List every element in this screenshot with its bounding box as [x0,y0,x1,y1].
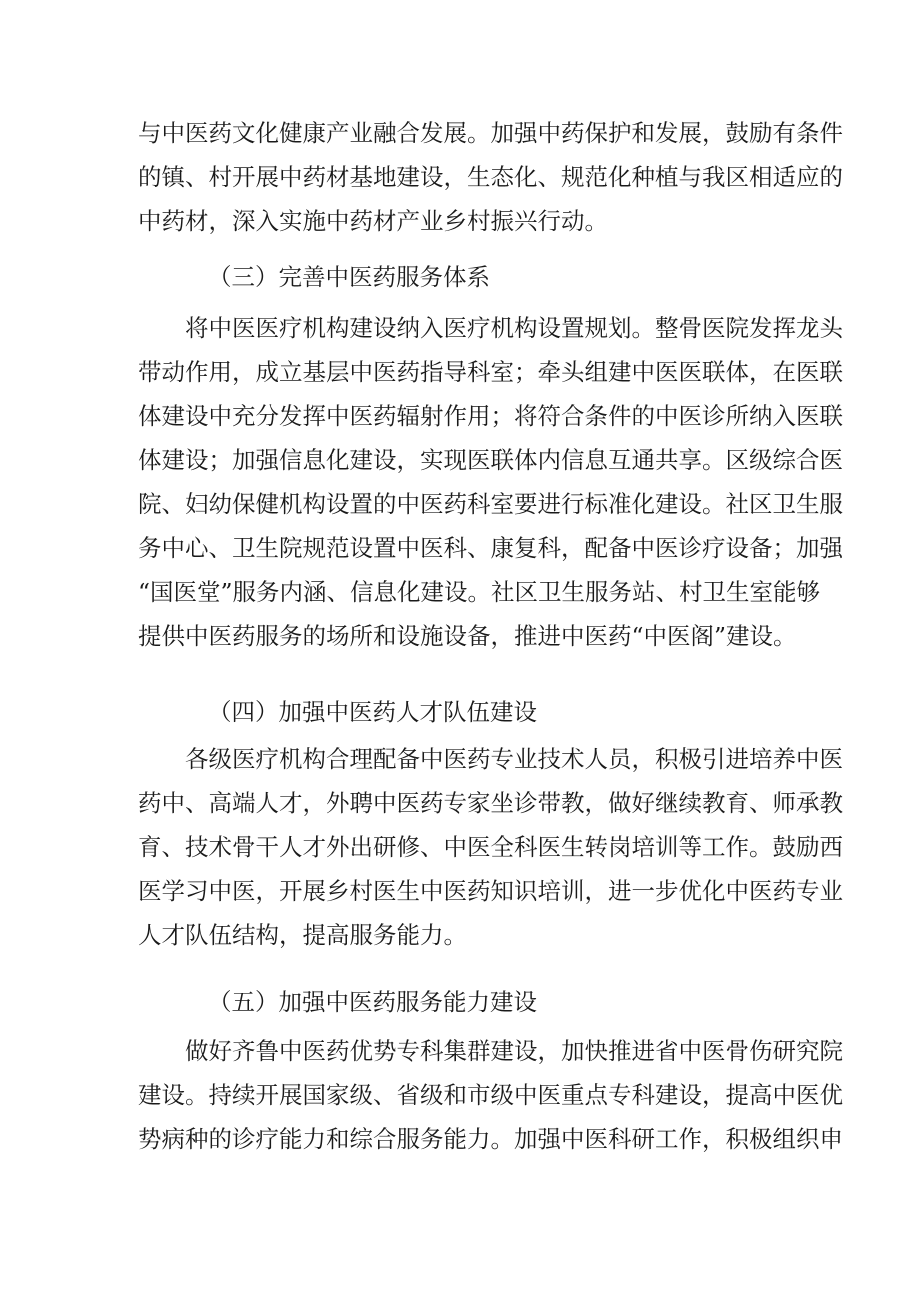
section-3-line-8: 提供中医药服务的场所和设施设备，推进中医药“中医阁”建设。 [138,622,797,650]
section-4-line-2: 药中、高端人才，外聘中医药专家坐诊带教，做好继续教育、师承教 [138,789,843,817]
section-5-line-2: 建设。持续开展国家级、省级和市级中医重点专科建设，提高中医优 [138,1081,843,1109]
section-3-line-4: 体建设；加强信息化建设，实现医联体内信息互通共享。区级综合医 [138,446,843,474]
section-4-heading: （四）加强中医药人才队伍建设 [208,698,537,726]
section-5-line-3: 势病种的诊疗能力和综合服务能力。加强中医科研工作，积极组织申 [138,1125,843,1153]
section-3-heading: （三）完善中医药服务体系 [208,263,490,291]
section-3-line-1: 将中医医疗机构建设纳入医疗机构设置规划。整骨医院发挥龙头 [185,314,843,342]
section-3-line-7: “国医堂”服务内涵、信息化建设。社区卫生服务站、村卫生室能够 [138,578,821,606]
section-3-line-5: 院、妇幼保健机构设置的中医药科室要进行标准化建设。社区卫生服 [138,490,843,518]
section-4-line-5: 人才队伍结构，提高服务能力。 [138,921,467,949]
section-3-line-2: 带动作用，成立基层中医药指导科室；牵头组建中医医联体，在医联 [138,358,843,386]
section-4-line-1: 各级医疗机构合理配备中医药专业技术人员，积极引进培养中医 [185,745,843,773]
section-3-line-6: 务中心、卫生院规范设置中医科、康复科，配备中医诊疗设备；加强 [138,534,843,562]
intro-line-2: 的镇、村开展中药材基地建设，生态化、规范化种植与我区相适应的 [138,163,843,191]
intro-line-3: 中药材，深入实施中药材产业乡村振兴行动。 [138,207,608,235]
section-4-line-4: 医学习中医，开展乡村医生中医药知识培训，进一步优化中医药专业 [138,877,843,905]
section-5-line-1: 做好齐鲁中医药优势专科集群建设，加快推进省中医骨伤研究院 [185,1037,843,1065]
section-3-line-3: 体建设中充分发挥中医药辐射作用；将符合条件的中医诊所纳入医联 [138,402,843,430]
intro-line-1: 与中医药文化健康产业融合发展。加强中药保护和发展，鼓励有条件 [138,119,843,147]
section-5-heading: （五）加强中医药服务能力建设 [208,988,537,1016]
section-4-line-3: 育、技术骨干人才外出研修、中医全科医生转岗培训等工作。鼓励西 [138,833,843,861]
